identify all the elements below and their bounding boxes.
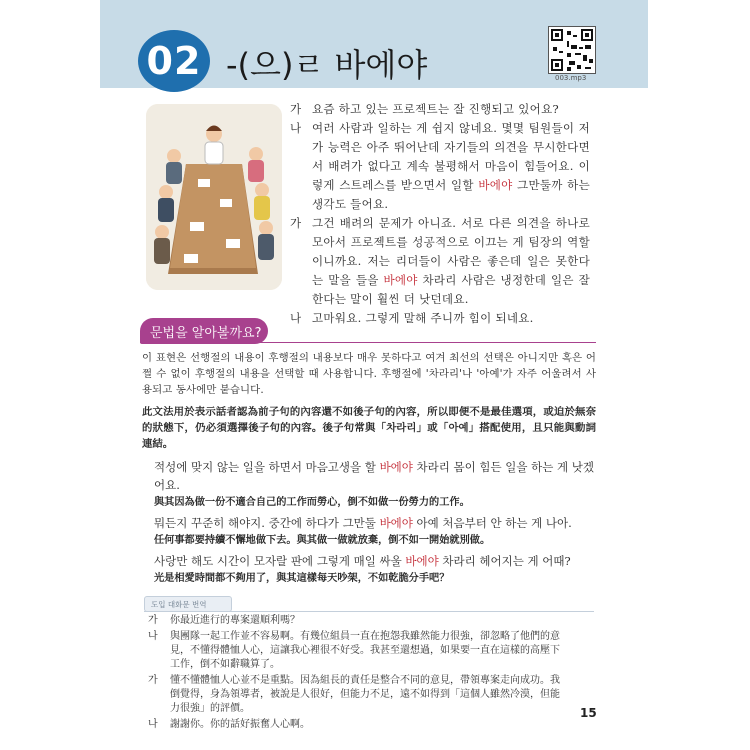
translation-line xyxy=(148,674,568,716)
dialogue-speaker: 나 xyxy=(290,121,302,135)
translation-text: 你最近進行的專案還順利嗎？ xyxy=(170,615,300,626)
grammar-section-tab: 문법을 알아볼까요? xyxy=(140,318,268,344)
text-segment: 적성에 맞지 않는 일을 하면서 마음고생을 할 xyxy=(154,460,380,474)
divider xyxy=(144,611,594,612)
lesson-title: -(으)ㄹ 바에야 xyxy=(226,46,428,84)
text-segment: 여러 사람과 일하는 게 쉽지 않네요. 몇몇 팀원들이 저가 능력은 아주 뛰어난데 자기들의 의견을 무시한다면서 배려가 없다고 계속 불평해서 마음이 힘들어요. 이렇게 스트레스를 받으면서 일할 xyxy=(312,121,590,192)
translation-text: 與團隊一起工作並不容易啊。有幾位組員一直在抱怨我雖然能力很強，卻忽略了他們的意見，不懂得體恤人心，這讓我心裡很不好受。我甚至還想過，如果要一直在這樣的高壓下工作，倒不如辭職算了。 xyxy=(170,631,560,670)
translation-speaker: 가 xyxy=(148,675,158,686)
qr-code-icon[interactable] xyxy=(548,26,596,74)
grammar-highlight: 바에야 xyxy=(405,554,439,568)
translation-speaker: 나 xyxy=(148,719,158,730)
dialogue-line xyxy=(290,100,590,119)
example-zh: 任何事都要持續不懈地做下去。與其做一做就放棄，倒不如一開始就別做。 xyxy=(154,535,491,546)
example-ko xyxy=(154,514,594,532)
text-segment: 사랑만 해도 시간이 모자랄 판에 그렇게 매일 싸울 xyxy=(154,554,406,568)
translation-text: 懂不懂體恤人心並不是重點。因為組長的責任是整合不同的意見，帶領專案走向成功。我倒覺得，身為領導者，被說是人很好，但能力不足，遠不如得到「這個人雖然冷漠，但能力很強」的評價。 xyxy=(170,675,560,714)
text-segment: 뭐든지 꾸준히 해야지. 중간에 하다가 그만둘 xyxy=(154,516,380,530)
dialogue-text: 요즘 하고 있는 프로젝트는 잘 진행되고 있어요? xyxy=(312,102,559,116)
dialogue-line xyxy=(290,119,590,214)
dialogue-text xyxy=(312,119,590,214)
dialogue-line xyxy=(290,214,590,309)
meeting-illustration xyxy=(146,104,282,290)
translation-speaker: 나 xyxy=(148,631,158,642)
grammar-explanation-zh: 此文法用於表示話者認為前子句的內容還不如後子句的內容，所以即便不是最佳選項，或迫於無奈的狀態下，仍必須選擇後子句的內容。後子句常與「차라리」或「아예」搭配使用，且只能與動詞連結。 xyxy=(142,406,596,450)
dialogue-speaker: 가 xyxy=(290,216,302,230)
text-segment: 차라리 몸이 힘든 일을 하는 게 낫겠어요. xyxy=(154,460,595,492)
text-segment: 그만둘까 하는 생각도 들어요. xyxy=(312,178,590,211)
example-ko xyxy=(154,458,594,494)
translation-line xyxy=(148,718,568,732)
translation-section-tab: 도입 대화문 번역 xyxy=(144,596,232,612)
text-segment: 차라리 사람은 냉정한데 일은 잘한다는 말이 훨씬 더 낫던데요. xyxy=(312,273,590,306)
grammar-explanation-ko: 이 표현은 선행절의 내용이 후행절의 내용보다 매우 못하다고 여겨 최선의 선택은 아니지만 혹은 어쩔 수 없이 후행절의 내용을 선택할 때 사용합니다. 후행절에 '차라리'나 '아예'가 자주 어울려서 사용되고 동사에만 붙습니다. xyxy=(142,352,596,396)
audio-track-code: 003.mp3 xyxy=(555,74,587,82)
example-zh: 光是相愛時間都不夠用了，與其這樣每天吵架，不如乾脆分手吧？ xyxy=(154,573,450,584)
example-sentences xyxy=(154,458,594,590)
translation-line xyxy=(148,630,568,672)
grammar-highlight: 바에야 xyxy=(383,273,418,287)
dialogue-text: 고마워요. 그렇게 말해 주니까 힘이 되네요. xyxy=(312,311,534,325)
lesson-number-badge: 02 xyxy=(138,30,210,92)
divider xyxy=(140,342,596,343)
text-segment: 차라리 헤어지는 게 어때? xyxy=(438,554,571,568)
dialogue-speaker: 가 xyxy=(290,102,302,116)
dialogue-text xyxy=(312,214,590,309)
translation-line xyxy=(148,614,568,628)
dialogue-translation xyxy=(148,614,568,734)
translation-speaker: 가 xyxy=(148,615,158,626)
dialogue-line xyxy=(290,309,590,328)
translation-text: 謝謝你。你的話好振奮人心啊。 xyxy=(170,719,310,730)
example-zh: 與其因為做一份不適合自己的工作而勞心，倒不如做一份勞力的工作。 xyxy=(154,497,470,508)
textbook-page xyxy=(100,0,648,750)
example-ko xyxy=(154,552,594,570)
intro-dialogue xyxy=(290,100,590,328)
grammar-highlight: 바에야 xyxy=(379,460,413,474)
page-number: 15 xyxy=(580,706,597,720)
grammar-highlight: 바에야 xyxy=(478,178,513,192)
text-segment: 아예 처음부터 안 하는 게 나아. xyxy=(412,516,572,530)
grammar-highlight: 바에야 xyxy=(379,516,413,530)
text-segment: 그건 배려의 문제가 아니죠. 서로 다른 의견을 하나로 모아서 프로젝트를 성공적으로 이끄는 게 팀장의 역할이니까요. 저는 리더들이 사람은 좋은데 일은 못한다는 말을 들을 xyxy=(312,216,590,287)
dialogue-speaker: 나 xyxy=(290,311,302,325)
